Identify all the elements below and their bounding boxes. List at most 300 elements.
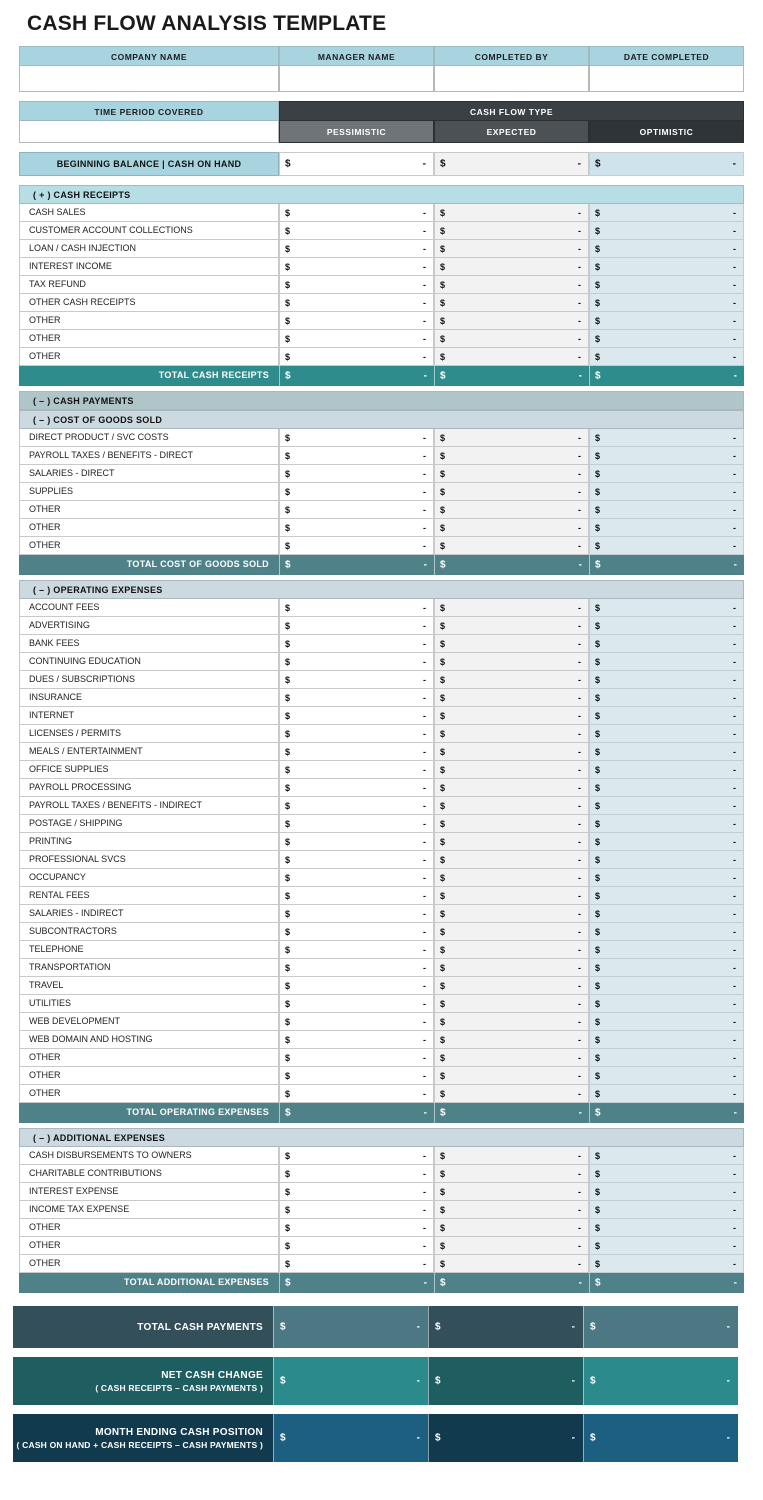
line-item-value-pessimistic[interactable]: [279, 995, 434, 1013]
line-item-value-expected[interactable]: [434, 959, 589, 977]
currency-symbol: $: [595, 261, 601, 272]
line-item-value-expected[interactable]: [434, 1013, 589, 1031]
line-item-value-expected[interactable]: [434, 1237, 589, 1255]
currency-symbol: $: [440, 926, 446, 937]
empty-value: -: [423, 1034, 426, 1045]
line-item-value-expected[interactable]: [434, 519, 589, 537]
line-item-value-expected[interactable]: [434, 204, 589, 222]
line-item-value-pessimistic[interactable]: [279, 959, 434, 977]
line-item-value-optimistic[interactable]: [589, 1085, 744, 1103]
line-item-label: SALARIES - INDIRECT: [19, 905, 279, 923]
line-item-value-pessimistic[interactable]: [279, 330, 434, 348]
line-item-value-optimistic[interactable]: [589, 761, 744, 779]
currency-symbol: $: [440, 1240, 446, 1251]
line-item-value-expected[interactable]: [434, 537, 589, 555]
line-item-value-optimistic[interactable]: [589, 204, 744, 222]
spacer: [13, 92, 750, 101]
total-additional-expenses-label: TOTAL ADDITIONAL EXPENSES: [19, 1273, 279, 1293]
line-item-row: [19, 348, 744, 366]
line-item-label: OTHER: [19, 1255, 279, 1273]
line-item-value-pessimistic[interactable]: [279, 599, 434, 617]
line-item-value-pessimistic[interactable]: [279, 887, 434, 905]
line-item-value-expected[interactable]: [434, 743, 589, 761]
line-item-value-pessimistic[interactable]: [279, 1201, 434, 1219]
currency-symbol: $: [440, 261, 446, 272]
line-item-value-optimistic[interactable]: [589, 905, 744, 923]
line-item-value-optimistic[interactable]: [589, 1219, 744, 1237]
line-item-value-pessimistic[interactable]: [279, 725, 434, 743]
line-item-value-optimistic[interactable]: [589, 725, 744, 743]
line-item-value-optimistic[interactable]: [589, 977, 744, 995]
line-item-value-pessimistic[interactable]: [279, 815, 434, 833]
line-item-value-optimistic[interactable]: [589, 240, 744, 258]
line-item-value-pessimistic[interactable]: [279, 1219, 434, 1237]
line-item-value-pessimistic[interactable]: [279, 941, 434, 959]
line-item-value-pessimistic[interactable]: [279, 465, 434, 483]
line-item-value-optimistic[interactable]: [589, 348, 744, 366]
line-item-value-optimistic[interactable]: [589, 1013, 744, 1031]
currency-symbol: $: [435, 1375, 441, 1387]
line-item-label: WEB DOMAIN AND HOSTING: [19, 1031, 279, 1049]
line-item-label: INTERNET: [19, 707, 279, 725]
line-item-value-optimistic[interactable]: [589, 483, 744, 501]
line-item-value-pessimistic[interactable]: [279, 779, 434, 797]
empty-value: -: [423, 962, 426, 973]
currency-symbol: $: [440, 225, 446, 236]
line-item-value-expected[interactable]: [434, 465, 589, 483]
line-item-value-expected[interactable]: [434, 294, 589, 312]
total-additional-expenses-row: [19, 1273, 744, 1293]
line-item-value-optimistic[interactable]: [589, 797, 744, 815]
line-item-value-optimistic[interactable]: [589, 671, 744, 689]
empty-value: -: [578, 1222, 581, 1233]
line-item-value-pessimistic[interactable]: [279, 483, 434, 501]
line-item-value-optimistic[interactable]: [589, 537, 744, 555]
line-item-value-expected[interactable]: [434, 483, 589, 501]
line-item-label: MEALS / ENTERTAINMENT: [19, 743, 279, 761]
line-item-value-expected[interactable]: [434, 869, 589, 887]
empty-value: -: [578, 1088, 581, 1099]
net-cash-change-optimistic: [583, 1357, 738, 1405]
period-and-type-table: [19, 101, 744, 143]
label-line-1: MONTH ENDING CASH POSITION: [95, 1426, 263, 1438]
line-item-value-optimistic[interactable]: [589, 1255, 744, 1273]
line-item-row: [19, 959, 744, 977]
line-item-value-pessimistic[interactable]: [279, 312, 434, 330]
currency-symbol: $: [440, 351, 446, 362]
line-item-value-expected[interactable]: [434, 707, 589, 725]
line-item-value-expected[interactable]: [434, 851, 589, 869]
line-item-value-optimistic[interactable]: [589, 465, 744, 483]
empty-value: -: [578, 559, 582, 571]
line-item-value-optimistic[interactable]: [589, 258, 744, 276]
line-item-value-expected[interactable]: [434, 1255, 589, 1273]
currency-symbol: $: [285, 746, 291, 757]
line-item-value-optimistic[interactable]: [589, 294, 744, 312]
empty-value: -: [578, 1258, 581, 1269]
line-item-value-optimistic[interactable]: [589, 1165, 744, 1183]
line-item-value-optimistic[interactable]: [589, 1049, 744, 1067]
line-item-value-pessimistic[interactable]: [279, 869, 434, 887]
currency-symbol: $: [285, 728, 291, 739]
empty-value: -: [423, 1107, 427, 1119]
empty-value: -: [733, 1258, 736, 1269]
currency-symbol: $: [440, 158, 446, 170]
line-item-row: [19, 1013, 744, 1031]
line-item-value-pessimistic[interactable]: [279, 294, 434, 312]
line-item-value-pessimistic[interactable]: [279, 923, 434, 941]
line-item-row: [19, 465, 744, 483]
line-item-value-pessimistic[interactable]: [279, 905, 434, 923]
line-item-value-pessimistic[interactable]: [279, 222, 434, 240]
line-item-value-optimistic[interactable]: [589, 429, 744, 447]
currency-symbol: $: [595, 872, 601, 883]
line-item-value-expected[interactable]: [434, 1183, 589, 1201]
empty-value: -: [423, 540, 426, 551]
line-item-value-expected[interactable]: [434, 258, 589, 276]
line-item-value-pessimistic[interactable]: [279, 258, 434, 276]
line-item-row: [19, 1255, 744, 1273]
line-item-value-expected[interactable]: [434, 653, 589, 671]
line-item-value-optimistic[interactable]: [589, 941, 744, 959]
empty-value: -: [423, 872, 426, 883]
line-item-value-pessimistic[interactable]: [279, 1049, 434, 1067]
line-item-value-pessimistic[interactable]: [279, 977, 434, 995]
line-item-value-pessimistic[interactable]: [279, 671, 434, 689]
line-item-row: [19, 1165, 744, 1183]
line-item-value-pessimistic[interactable]: [279, 1165, 434, 1183]
line-item-value-optimistic[interactable]: [589, 923, 744, 941]
currency-symbol: $: [595, 746, 601, 757]
beginning-balance-pessimistic[interactable]: [279, 152, 434, 176]
period-type-subheader-row: [19, 121, 744, 143]
line-item-value-pessimistic[interactable]: [279, 707, 434, 725]
line-item-value-expected[interactable]: [434, 833, 589, 851]
empty-value: -: [416, 1375, 420, 1387]
currency-symbol: $: [285, 559, 291, 571]
line-item-label: CUSTOMER ACCOUNT COLLECTIONS: [19, 222, 279, 240]
cost-of-goods-sold-items: [19, 429, 744, 555]
total-operating-expenses-row: [19, 1103, 744, 1123]
line-item-value-expected[interactable]: [434, 1085, 589, 1103]
currency-symbol: $: [285, 468, 291, 479]
line-item-row: [19, 447, 744, 465]
line-item-value-optimistic[interactable]: [589, 815, 744, 833]
empty-value: -: [423, 1240, 426, 1251]
empty-value: -: [732, 158, 736, 170]
line-item-row: [19, 599, 744, 617]
empty-value: -: [423, 782, 426, 793]
empty-value: -: [578, 279, 581, 290]
line-item-row: [19, 869, 744, 887]
currency-symbol: $: [440, 315, 446, 326]
line-item-value-expected[interactable]: [434, 330, 589, 348]
line-item-value-pessimistic[interactable]: [279, 761, 434, 779]
line-item-label: CHARITABLE CONTRIBUTIONS: [19, 1165, 279, 1183]
line-item-value-expected[interactable]: [434, 1201, 589, 1219]
line-item-row: [19, 797, 744, 815]
line-item-label: POSTAGE / SHIPPING: [19, 815, 279, 833]
line-item-value-optimistic[interactable]: [589, 599, 744, 617]
input-time-period-covered[interactable]: [19, 121, 279, 143]
empty-value: -: [423, 1222, 426, 1233]
empty-value: -: [733, 1016, 736, 1027]
line-item-value-expected[interactable]: [434, 797, 589, 815]
line-item-value-optimistic[interactable]: [589, 779, 744, 797]
line-item-row: [19, 779, 744, 797]
line-item-value-expected[interactable]: [434, 995, 589, 1013]
line-item-value-pessimistic[interactable]: [279, 1147, 434, 1165]
line-item-value-pessimistic[interactable]: [279, 519, 434, 537]
beginning-balance-expected[interactable]: [434, 152, 589, 176]
currency-symbol: $: [595, 674, 601, 685]
line-item-value-expected[interactable]: [434, 1147, 589, 1165]
line-item-value-expected[interactable]: [434, 617, 589, 635]
line-item-value-optimistic[interactable]: [589, 743, 744, 761]
empty-value: -: [423, 450, 426, 461]
line-item-value-pessimistic[interactable]: [279, 204, 434, 222]
currency-symbol: $: [595, 1016, 601, 1027]
line-item-value-pessimistic[interactable]: [279, 447, 434, 465]
column-header-pessimistic: PESSIMISTIC: [279, 121, 434, 143]
currency-symbol: $: [440, 746, 446, 757]
empty-value: -: [578, 540, 581, 551]
line-item-row: [19, 617, 744, 635]
line-item-value-expected[interactable]: [434, 689, 589, 707]
empty-value: -: [733, 207, 736, 218]
total-cogs-expected: [434, 555, 589, 575]
line-item-value-expected[interactable]: [434, 779, 589, 797]
line-item-value-optimistic[interactable]: [589, 653, 744, 671]
line-item-label: OTHER: [19, 312, 279, 330]
empty-value: -: [733, 468, 736, 479]
empty-value: -: [733, 1052, 736, 1063]
currency-symbol: $: [595, 1070, 601, 1081]
currency-symbol: $: [285, 1277, 291, 1289]
line-item-label: PAYROLL PROCESSING: [19, 779, 279, 797]
empty-value: -: [578, 1107, 582, 1119]
line-item-value-optimistic[interactable]: [589, 869, 744, 887]
line-item-value-optimistic[interactable]: [589, 447, 744, 465]
currency-symbol: $: [440, 279, 446, 290]
empty-value: -: [423, 1088, 426, 1099]
line-item-value-expected[interactable]: [434, 635, 589, 653]
line-item-value-pessimistic[interactable]: [279, 617, 434, 635]
line-item-label: OCCUPANCY: [19, 869, 279, 887]
line-item-value-optimistic[interactable]: [589, 1031, 744, 1049]
line-item-value-expected[interactable]: [434, 725, 589, 743]
currency-symbol: $: [595, 315, 601, 326]
empty-value: -: [733, 1034, 736, 1045]
line-item-row: [19, 1183, 744, 1201]
empty-value: -: [423, 1258, 426, 1269]
line-item-value-pessimistic[interactable]: [279, 833, 434, 851]
currency-symbol: $: [595, 782, 601, 793]
band-net-cash-change: [13, 1357, 750, 1405]
line-item-value-optimistic[interactable]: [589, 519, 744, 537]
line-item-value-optimistic[interactable]: [589, 1183, 744, 1201]
line-item-value-pessimistic[interactable]: [279, 429, 434, 447]
empty-value: -: [423, 1186, 426, 1197]
line-item-value-pessimistic[interactable]: [279, 1255, 434, 1273]
empty-value: -: [423, 559, 427, 571]
total-opex-expected: [434, 1103, 589, 1123]
line-item-value-expected[interactable]: [434, 941, 589, 959]
line-item-value-optimistic[interactable]: [589, 1067, 744, 1085]
line-item-value-pessimistic[interactable]: [279, 501, 434, 519]
line-item-value-expected[interactable]: [434, 501, 589, 519]
line-item-value-pessimistic[interactable]: [279, 1183, 434, 1201]
empty-value: -: [733, 370, 737, 382]
empty-value: -: [733, 710, 736, 721]
line-item-value-expected[interactable]: [434, 1049, 589, 1067]
currency-symbol: $: [595, 1186, 601, 1197]
company-info-table: [19, 46, 744, 92]
line-item-value-expected[interactable]: [434, 222, 589, 240]
empty-value: -: [423, 620, 426, 631]
currency-symbol: $: [440, 1258, 446, 1269]
line-item-value-expected[interactable]: [434, 1031, 589, 1049]
currency-symbol: $: [595, 980, 601, 991]
empty-value: -: [423, 728, 426, 739]
empty-value: -: [733, 926, 736, 937]
line-item-label: SUPPLIES: [19, 483, 279, 501]
line-item-value-optimistic[interactable]: [589, 1147, 744, 1165]
line-item-value-pessimistic[interactable]: [279, 537, 434, 555]
currency-symbol: $: [440, 1168, 446, 1179]
currency-symbol: $: [440, 710, 446, 721]
line-item-value-expected[interactable]: [434, 671, 589, 689]
line-item-value-expected[interactable]: [434, 887, 589, 905]
currency-symbol: $: [440, 1070, 446, 1081]
empty-value: -: [423, 710, 426, 721]
currency-symbol: $: [440, 998, 446, 1009]
spacer: [13, 1348, 750, 1357]
currency-symbol: $: [595, 540, 601, 551]
currency-symbol: $: [440, 782, 446, 793]
empty-value: -: [733, 908, 736, 919]
line-item-value-expected[interactable]: [434, 1165, 589, 1183]
line-item-value-optimistic[interactable]: [589, 1237, 744, 1255]
line-item-value-pessimistic[interactable]: [279, 743, 434, 761]
empty-value: -: [578, 261, 581, 272]
line-item-value-expected[interactable]: [434, 1219, 589, 1237]
beginning-balance-optimistic[interactable]: [589, 152, 744, 176]
header-manager-name: MANAGER NAME: [279, 46, 434, 66]
section-header-additional-expenses: ( – ) ADDITIONAL EXPENSES: [19, 1128, 744, 1147]
currency-symbol: $: [595, 1204, 601, 1215]
empty-value: -: [578, 710, 581, 721]
empty-value: -: [726, 1432, 730, 1444]
total-cash-payments-label: [13, 1306, 273, 1348]
line-item-value-expected[interactable]: [434, 905, 589, 923]
line-item-value-pessimistic[interactable]: [279, 348, 434, 366]
section-additional-expenses: [19, 1128, 744, 1293]
line-item-value-optimistic[interactable]: [589, 959, 744, 977]
currency-symbol: $: [285, 890, 291, 901]
line-item-row: [19, 312, 744, 330]
input-company-name[interactable]: [19, 66, 279, 92]
line-item-value-optimistic[interactable]: [589, 689, 744, 707]
line-item-value-optimistic[interactable]: [589, 312, 744, 330]
line-item-value-optimistic[interactable]: [589, 617, 744, 635]
total-cash-receipts-expected: [434, 366, 589, 386]
line-item-value-pessimistic[interactable]: [279, 240, 434, 258]
line-item-value-pessimistic[interactable]: [279, 1067, 434, 1085]
currency-symbol: $: [595, 926, 601, 937]
line-item-value-expected[interactable]: [434, 1067, 589, 1085]
company-info-header-row: [19, 46, 744, 66]
input-completed-by[interactable]: [434, 66, 589, 92]
line-item-value-expected[interactable]: [434, 761, 589, 779]
line-item-value-optimistic[interactable]: [589, 1201, 744, 1219]
line-item-value-expected[interactable]: [434, 447, 589, 465]
line-item-value-optimistic[interactable]: [589, 887, 744, 905]
line-item-value-pessimistic[interactable]: [279, 1237, 434, 1255]
line-item-row: [19, 429, 744, 447]
line-item-value-expected[interactable]: [434, 977, 589, 995]
line-item-value-optimistic[interactable]: [589, 501, 744, 519]
empty-value: -: [733, 261, 736, 272]
line-item-value-optimistic[interactable]: [589, 995, 744, 1013]
currency-symbol: $: [595, 486, 601, 497]
currency-symbol: $: [440, 1186, 446, 1197]
line-item-value-optimistic[interactable]: [589, 222, 744, 240]
currency-symbol: $: [595, 333, 601, 344]
line-item-value-pessimistic[interactable]: [279, 653, 434, 671]
line-item-value-optimistic[interactable]: [589, 276, 744, 294]
column-header-optimistic: OPTIMISTIC: [589, 121, 744, 143]
line-item-value-expected[interactable]: [434, 429, 589, 447]
line-item-value-optimistic[interactable]: [589, 833, 744, 851]
input-manager-name[interactable]: [279, 66, 434, 92]
empty-value: -: [733, 692, 736, 703]
line-item-value-pessimistic[interactable]: [279, 1013, 434, 1031]
line-item-value-pessimistic[interactable]: [279, 1031, 434, 1049]
currency-symbol: $: [285, 450, 291, 461]
line-item-value-expected[interactable]: [434, 348, 589, 366]
line-item-value-expected[interactable]: [434, 276, 589, 294]
currency-symbol: $: [595, 890, 601, 901]
input-date-completed[interactable]: [589, 66, 744, 92]
empty-value: -: [423, 980, 426, 991]
line-item-row: [19, 851, 744, 869]
line-item-value-pessimistic[interactable]: [279, 851, 434, 869]
line-item-value-expected[interactable]: [434, 240, 589, 258]
line-item-value-expected[interactable]: [434, 599, 589, 617]
band-total-cash-payments: [13, 1306, 750, 1348]
line-item-value-optimistic[interactable]: [589, 707, 744, 725]
empty-value: -: [733, 746, 736, 757]
total-cash-payments-pessimistic: [273, 1306, 428, 1348]
line-item-value-expected[interactable]: [434, 312, 589, 330]
currency-symbol: $: [285, 1204, 291, 1215]
line-item-value-expected[interactable]: [434, 815, 589, 833]
currency-symbol: $: [595, 620, 601, 631]
line-item-row: [19, 501, 744, 519]
line-item-value-pessimistic[interactable]: [279, 1085, 434, 1103]
line-item-value-optimistic[interactable]: [589, 330, 744, 348]
line-item-value-expected[interactable]: [434, 923, 589, 941]
line-item-value-pessimistic[interactable]: [279, 276, 434, 294]
line-item-value-pessimistic[interactable]: [279, 797, 434, 815]
line-item-value-pessimistic[interactable]: [279, 635, 434, 653]
line-item-label: TRAVEL: [19, 977, 279, 995]
line-item-value-optimistic[interactable]: [589, 851, 744, 869]
empty-value: -: [571, 1432, 575, 1444]
line-item-value-pessimistic[interactable]: [279, 689, 434, 707]
line-item-value-optimistic[interactable]: [589, 635, 744, 653]
